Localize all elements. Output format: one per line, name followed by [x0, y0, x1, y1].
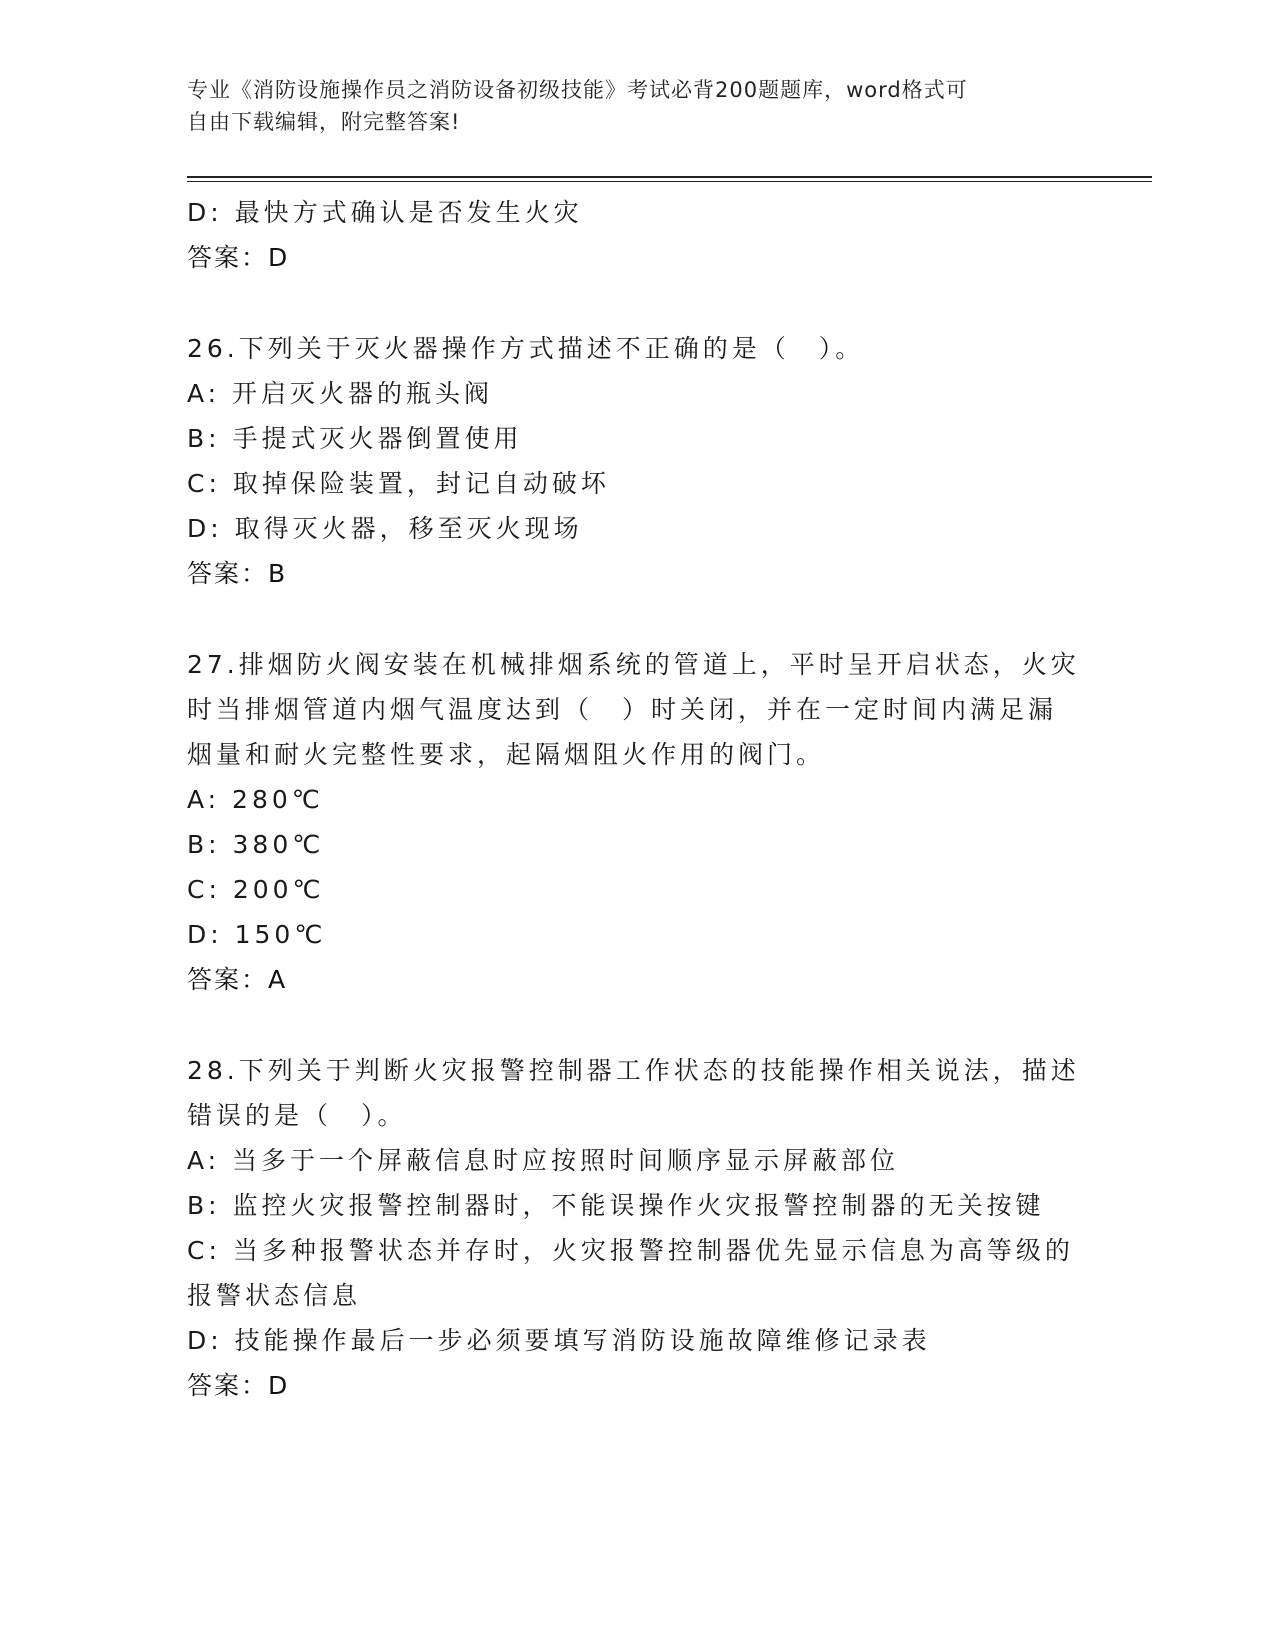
question-26 — [187, 326, 1087, 596]
option-a: A: 开启灭火器的瓶头阀 — [187, 379, 494, 408]
question-stem-line-2: 错误的是（ ）。 — [187, 1101, 407, 1130]
header-divider-thin — [187, 181, 1152, 182]
answer: 答案：B — [187, 559, 288, 588]
option-b: B: 380℃ — [187, 830, 325, 859]
spacer — [187, 596, 1087, 642]
spacer — [187, 1002, 1087, 1048]
option-a: A: 280℃ — [187, 785, 324, 814]
option-a: A: 当多于一个屏蔽信息时应按照时间顺序显示屏蔽部位 — [187, 1146, 900, 1175]
answer: 答案：D — [187, 1371, 290, 1400]
question-stem-line-1: 27.排烟防火阀安装在机械排烟系统的管道上，平时呈开启状态，火灾 — [187, 650, 1080, 679]
header-title-line-2: 自由下载编辑，附完整答案! — [187, 110, 461, 134]
header-title-line-1: 专业《消防设施操作员之消防设备初级技能》考试必背200题题库，word格式可 — [187, 78, 968, 102]
question-stem: 26.下列关于灭火器操作方式描述不正确的是（ ）。 — [187, 334, 865, 363]
page-header — [187, 74, 1067, 138]
answer: 答案：D — [187, 243, 290, 272]
question-stem-line-3: 烟量和耐火完整性要求，起隔烟阻火作用的阀门。 — [187, 740, 826, 769]
spacer — [187, 280, 1087, 326]
question-list — [187, 190, 1087, 1408]
question-stem-line-2: 时当排烟管道内烟气温度达到（ ）时关闭，并在一定时间内满足漏 — [187, 695, 1058, 724]
option-c-line-2: 报警状态信息 — [187, 1281, 362, 1310]
option-b: B: 监控火灾报警控制器时，不能误操作火灾报警控制器的无关按键 — [187, 1191, 1045, 1220]
question-stem-line-1: 28.下列关于判断火灾报警控制器工作状态的技能操作相关说法，描述 — [187, 1056, 1080, 1085]
option-d: D: 最快方式确认是否发生火灾 — [187, 198, 583, 227]
option-c: C: 取掉保险装置，封记自动破坏 — [187, 469, 610, 498]
header-divider-thick — [187, 176, 1152, 178]
question-28 — [187, 1048, 1087, 1408]
option-b: B: 手提式灭火器倒置使用 — [187, 424, 523, 453]
question-25-tail — [187, 190, 1087, 280]
option-c-line-1: C: 当多种报警状态并存时，火灾报警控制器优先显示信息为高等级的 — [187, 1236, 1074, 1265]
option-d: D: 150℃ — [187, 920, 327, 949]
option-d: D: 技能操作最后一步必须要填写消防设施故障维修记录表 — [187, 1326, 931, 1355]
question-27 — [187, 642, 1087, 1002]
option-d: D: 取得灭火器，移至灭火现场 — [187, 514, 583, 543]
answer: 答案：A — [187, 965, 288, 994]
option-c: C: 200℃ — [187, 875, 325, 904]
